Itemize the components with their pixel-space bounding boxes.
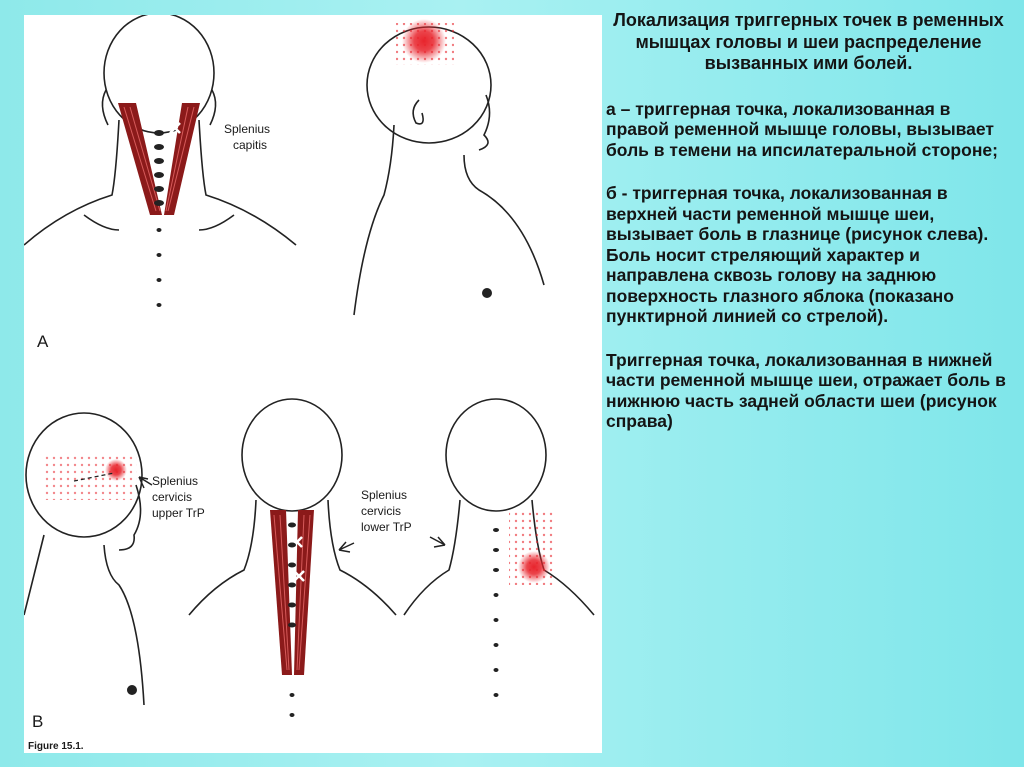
- cervicis-arrow-left: [339, 542, 354, 552]
- anatomy-figure: [24, 15, 602, 753]
- splenius-capitis-label-1: Splenius: [224, 122, 271, 136]
- lower-trp-label-2: cervicis: [361, 504, 402, 518]
- figure-caption: Figure 15.1.: [28, 741, 84, 752]
- vertex-pain-dots: [396, 23, 454, 65]
- figure-label-b: B: [32, 712, 44, 731]
- lower-trp-label-3: lower TrP: [361, 520, 412, 534]
- anatomy-illustration: [24, 15, 602, 753]
- figure-b-pain-back-view: [404, 399, 594, 615]
- splenius-cervicis-muscle: [270, 510, 314, 675]
- figure-a-side-view: [354, 27, 544, 315]
- spine-a: [154, 130, 164, 307]
- upper-trp-label-2: cervicis: [152, 490, 193, 504]
- nipple-a: [482, 288, 492, 298]
- description-panel: [606, 10, 1011, 455]
- paragraph-b: б - триггерная точка, локализованная в верхней части ременной мышце шеи, вызывает боль в глазнице (рисунок слева). Боль носит стреляющий характер и направлена сквозь голову на заднюю поверхность глазного яблока (показано пунктирной линией со стрелой).: [606, 183, 989, 326]
- lower-trp-arrow: [430, 537, 445, 547]
- figure-label-a: A: [37, 332, 49, 351]
- paragraph-c: Триггерная точка, локализованная в нижней части ременной мышце шеи, отражает боль в нижнюю часть задней области шеи (рисунок справа): [606, 349, 1006, 431]
- paragraph-a: а – триггерная точка, локализованная в правой ременной мышце головы, вызывает боль в темени на ипсилатеральной стороне;: [606, 98, 998, 160]
- orbital-pain-spot: [105, 459, 127, 481]
- lower-neck-pain-spot: [518, 551, 550, 583]
- upper-trp-label-1: Splenius: [152, 474, 199, 488]
- splenius-capitis-label-2: capitis: [233, 138, 268, 152]
- spine-c: [493, 528, 499, 697]
- nipple-b: [127, 685, 137, 695]
- upper-trp-label-3: upper TrP: [152, 506, 205, 520]
- lower-trp-label-1: Splenius: [361, 488, 408, 502]
- slide-title: Локализация триггерных точек в ременных мышцах головы и шеи распределение вызванных ими болей.: [613, 10, 1004, 73]
